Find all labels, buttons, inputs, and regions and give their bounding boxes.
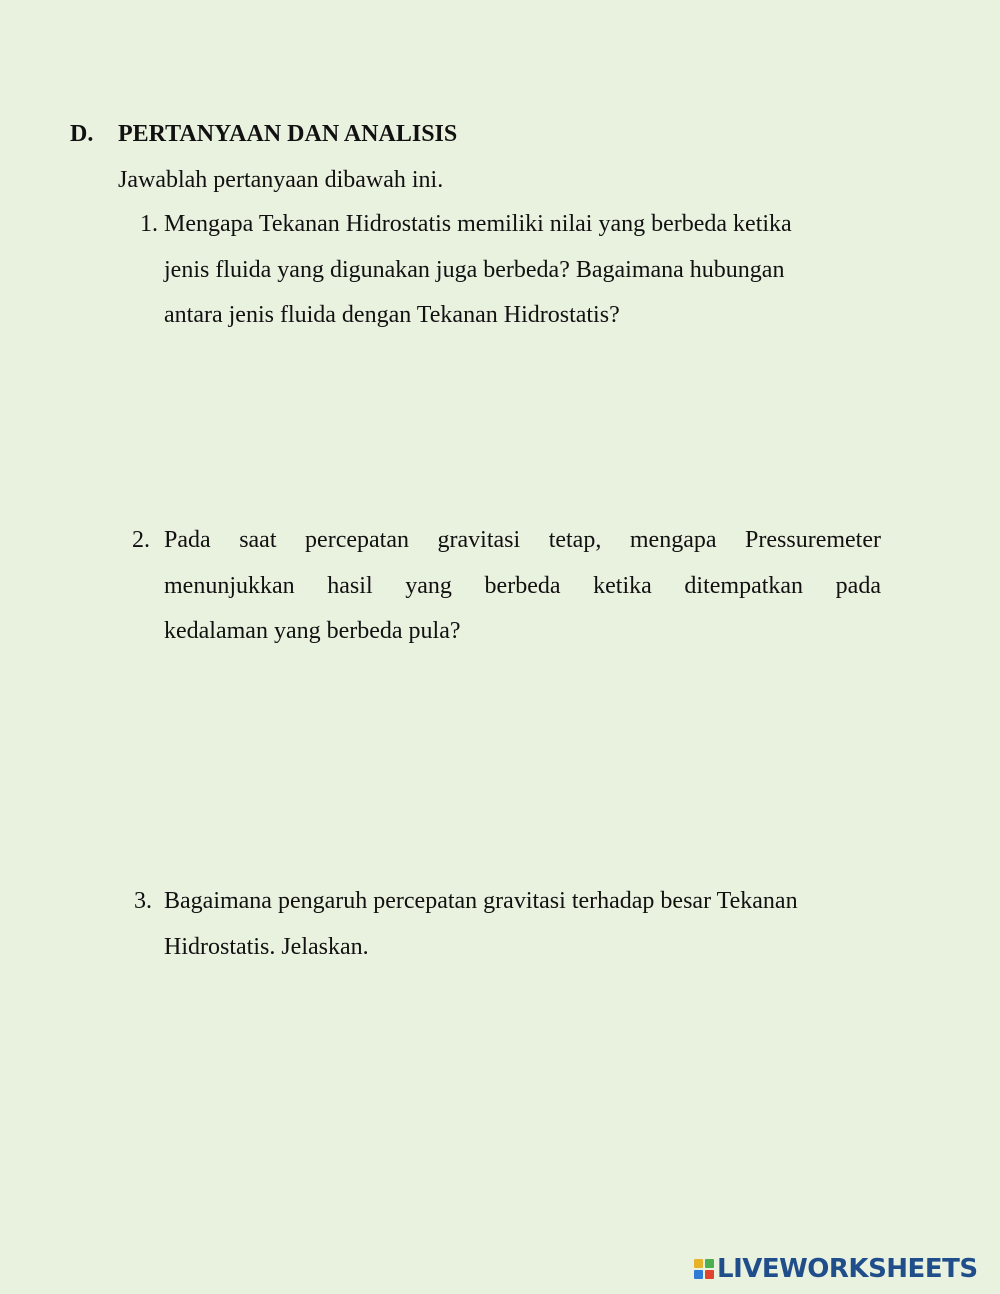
question-2-text <box>164 518 881 655</box>
instruction-text: Jawablah pertanyaan dibawah ini. <box>118 167 444 193</box>
logo-tile <box>705 1270 714 1279</box>
question-2-line-3: kedalaman yang berbeda pula? <box>164 618 461 644</box>
section-letter: D. <box>70 121 94 147</box>
question-1-line-3: antara jenis fluida dengan Tekanan Hidrostatis? <box>164 302 620 328</box>
logo-tile <box>694 1259 703 1268</box>
logo-tiles-icon <box>694 1259 714 1279</box>
question-3-line-1: Bagaimana pengaruh percepatan gravitasi terhadap besar Tekanan <box>164 888 798 914</box>
logo-tile <box>694 1270 703 1279</box>
logo-tile <box>705 1259 714 1268</box>
question-1-line-2: jenis fluida yang digunakan juga berbeda? Bagaimana hubungan <box>164 256 785 283</box>
question-3-number: 3. <box>134 888 152 914</box>
question-3-text <box>164 879 884 970</box>
logo-text: LIVEWORKSHEETS <box>717 1254 978 1284</box>
question-1-line-1: Mengapa Tekanan Hidrostatis memiliki nilai yang berbeda ketika <box>164 211 792 237</box>
question-2-line-2: menunjukkan hasil yang berbeda ketika ditempatkan pada <box>164 572 881 599</box>
question-1-text <box>164 202 864 339</box>
question-2-line-1: Pada saat percepatan gravitasi tetap, mengapa Pressuremeter <box>164 527 881 553</box>
liveworksheets-logo <box>694 1254 978 1284</box>
question-2-number: 2. <box>132 527 150 553</box>
question-1-number: 1. <box>140 211 158 237</box>
question-3-line-2: Hidrostatis. Jelaskan. <box>164 933 369 960</box>
section-title: PERTANYAAN DAN ANALISIS <box>118 121 458 147</box>
